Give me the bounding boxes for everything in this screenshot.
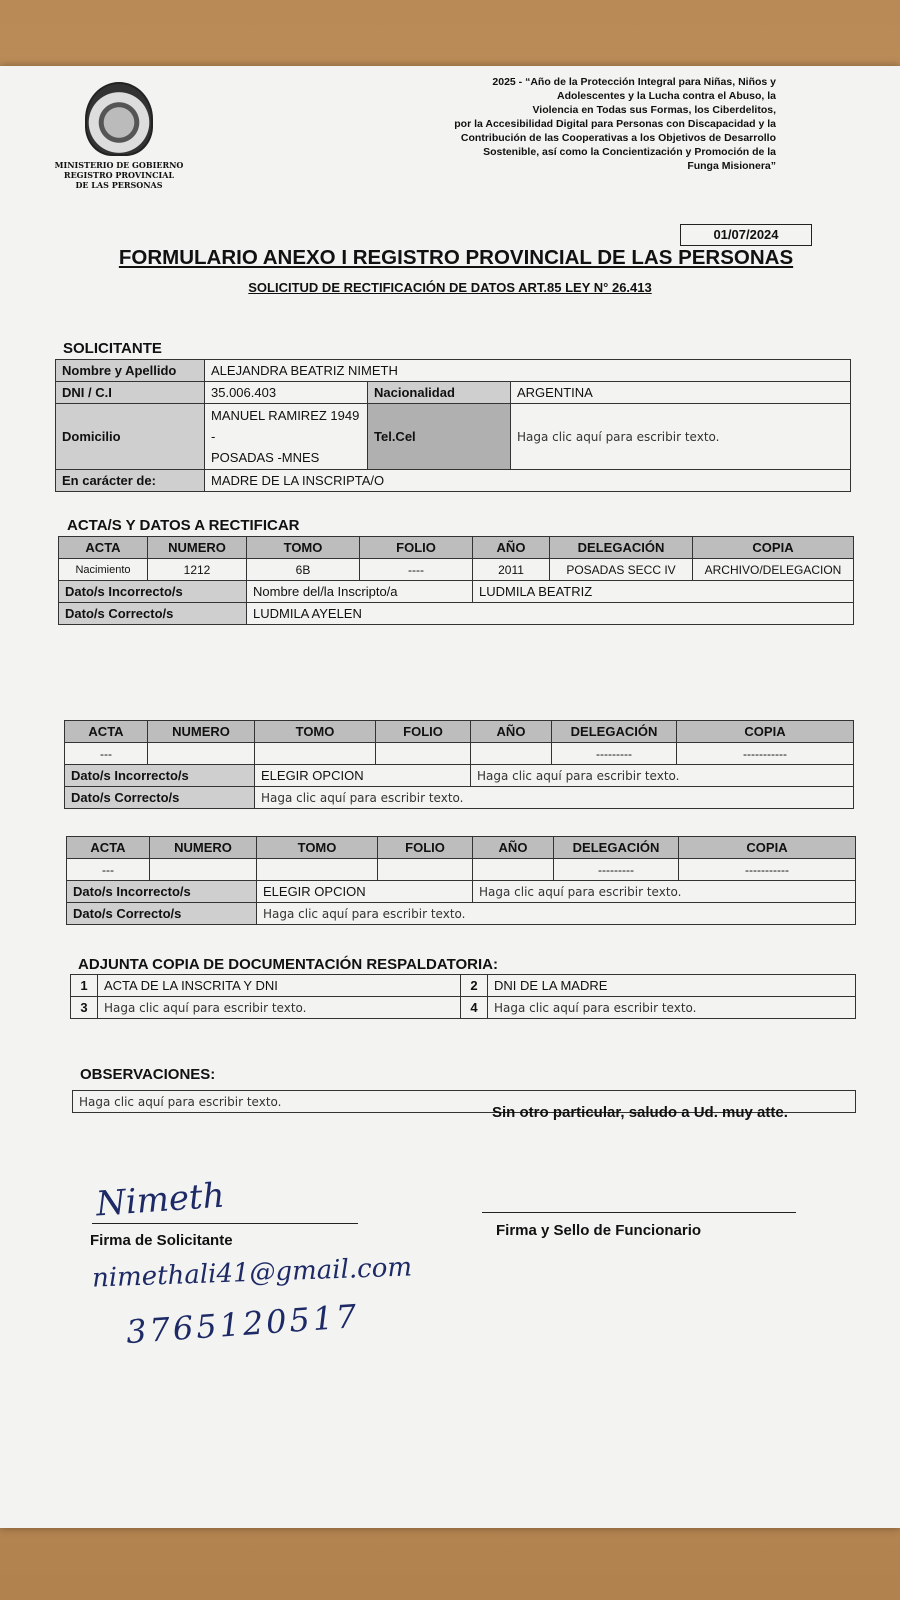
firma-funcionario-label: Firma y Sello de Funcionario (496, 1222, 702, 1239)
correct-value-field[interactable]: Haga clic aquí para escribir texto. (255, 787, 854, 809)
hdr-folio: FOLIO (360, 537, 473, 559)
ministry-logo (54, 82, 184, 190)
domicilio-field[interactable] (205, 404, 368, 470)
acta-block-3 (66, 836, 856, 925)
caracter-field[interactable]: MADRE DE LA INSCRIPTA/O (205, 470, 851, 492)
hdr-folio: FOLIO (376, 721, 471, 743)
motto-line: por la Accesibilidad Digital para Personas con Discapacidad y la (454, 118, 776, 130)
dni-label: DNI / C.I (56, 382, 205, 404)
copia-cell[interactable]: ----------- (677, 743, 854, 765)
form-subtitle: SOLICITUD DE RECTIFICACIÓN DE DATOS ART.85 LEY N° 26.413 (248, 280, 652, 295)
hdr-copia: COPIA (677, 721, 854, 743)
correct-label: Dato/s Correcto/s (59, 603, 247, 625)
org-line-2: REGISTRO PROVINCIAL (63, 170, 175, 180)
domicilio-label: Domicilio (56, 404, 205, 470)
tomo-cell[interactable]: 6B (247, 559, 360, 581)
adjunta-number: 4 (461, 997, 488, 1019)
folio-cell[interactable] (378, 859, 473, 881)
solicitante-table (55, 359, 851, 492)
incorrect-label: Dato/s Incorrecto/s (59, 581, 247, 603)
incorrect-value-field[interactable]: Haga clic aquí para escribir texto. (473, 881, 856, 903)
numero-cell[interactable]: 1212 (148, 559, 247, 581)
funcionario-signature-line (482, 1212, 796, 1213)
hdr-anio: AÑO (471, 721, 552, 743)
hdr-tomo: TOMO (257, 837, 378, 859)
tel-field[interactable]: Haga clic aquí para escribir texto. (511, 404, 851, 470)
hdr-acta: ACTA (59, 537, 148, 559)
hdr-tomo: TOMO (255, 721, 376, 743)
correct-value-field[interactable]: Haga clic aquí para escribir texto. (257, 903, 856, 925)
nombre-label: Nombre y Apellido (56, 360, 205, 382)
adjunta-number: 1 (71, 975, 98, 997)
delegacion-cell[interactable]: --------- (554, 859, 679, 881)
hdr-folio: FOLIO (378, 837, 473, 859)
incorrect-label: Dato/s Incorrecto/s (67, 881, 257, 903)
motto-line: Contribución de las Cooperativas a los Objetivos de Desarrollo (460, 132, 776, 144)
delegacion-cell[interactable]: POSADAS SECC IV (550, 559, 693, 581)
copia-cell[interactable]: ----------- (679, 859, 856, 881)
adjunta-number: 3 (71, 997, 98, 1019)
handwritten-email: nimethali41@gmail.com (91, 1252, 413, 1294)
caracter-label: En carácter de: (56, 470, 205, 492)
hdr-delegacion: DELEGACIÓN (550, 537, 693, 559)
anio-cell[interactable]: 2011 (473, 559, 550, 581)
tel-label: Tel.Cel (368, 404, 511, 470)
incorrect-field-select[interactable]: Nombre del/la Inscripto/a (247, 581, 473, 603)
numero-cell[interactable] (150, 859, 257, 881)
acta-cell[interactable]: --- (67, 859, 150, 881)
hdr-numero: NUMERO (150, 837, 257, 859)
dni-field[interactable]: 35.006.403 (205, 382, 368, 404)
adjunta-item-3[interactable]: Haga clic aquí para escribir texto. (98, 997, 461, 1019)
form-title: FORMULARIO ANEXO I REGISTRO PROVINCIAL DE LAS PERSONAS (118, 246, 794, 269)
hdr-copia: COPIA (693, 537, 854, 559)
nombre-field[interactable]: ALEJANDRA BEATRIZ NIMETH (205, 360, 851, 382)
adjunta-number: 2 (461, 975, 488, 997)
hdr-acta: ACTA (65, 721, 148, 743)
domicilio-line-2: POSADAS -MNES (211, 450, 320, 465)
observaciones-heading: OBSERVACIONES: (80, 1066, 216, 1083)
motto-line: Violencia en Todas sus Formas, los Ciberdelitos, (532, 104, 776, 116)
anio-cell[interactable] (471, 743, 552, 765)
adjunta-table (70, 974, 856, 1019)
acta-block-1 (58, 536, 854, 625)
copia-cell[interactable]: ARCHIVO/DELEGACION (693, 559, 854, 581)
solicitante-signature-line (92, 1223, 358, 1224)
hdr-tomo: TOMO (247, 537, 360, 559)
correct-label: Dato/s Correcto/s (65, 787, 255, 809)
handwritten-phone: 3765120517 (124, 1296, 361, 1352)
motto-line: 2025 - “Año de la Protección Integral para Niñas, Niños y (492, 76, 776, 88)
folio-cell[interactable]: ---- (360, 559, 473, 581)
acta-cell[interactable]: --- (65, 743, 148, 765)
numero-cell[interactable] (148, 743, 255, 765)
tomo-cell[interactable] (255, 743, 376, 765)
incorrect-field-select[interactable]: ELEGIR OPCION (257, 881, 473, 903)
adjunta-item-2[interactable]: DNI DE LA MADRE (488, 975, 856, 997)
delegacion-cell[interactable]: --------- (552, 743, 677, 765)
hdr-delegacion: DELEGACIÓN (554, 837, 679, 859)
motto-line: Sostenible, así como la Concientización y Promoción de la (483, 146, 776, 158)
org-line-1: MINISTERIO DE GOBIERNO (54, 160, 184, 170)
provincial-seal-icon (85, 82, 153, 156)
firma-solicitante-label: Firma de Solicitante (90, 1232, 233, 1249)
hdr-copia: COPIA (679, 837, 856, 859)
org-line-3: DE LAS PERSONAS (75, 180, 163, 190)
adjunta-item-4[interactable]: Haga clic aquí para escribir texto. (488, 997, 856, 1019)
incorrect-label: Dato/s Incorrecto/s (65, 765, 255, 787)
hdr-numero: NUMERO (148, 537, 247, 559)
handwritten-signature: Nimeth (94, 1175, 226, 1225)
hdr-acta: ACTA (67, 837, 150, 859)
hdr-delegacion: DELEGACIÓN (552, 721, 677, 743)
folio-cell[interactable] (376, 743, 471, 765)
tomo-cell[interactable] (257, 859, 378, 881)
incorrect-value-field[interactable]: Haga clic aquí para escribir texto. (471, 765, 854, 787)
hdr-numero: NUMERO (148, 721, 255, 743)
closing-text: Sin otro particular, saludo a Ud. muy atte. (492, 1104, 788, 1121)
incorrect-field-select[interactable]: ELEGIR OPCION (255, 765, 471, 787)
year-motto (346, 75, 776, 173)
anio-cell[interactable] (473, 859, 554, 881)
date-box: 01/07/2024 (680, 224, 812, 246)
incorrect-value-field[interactable]: LUDMILA BEATRIZ (473, 581, 854, 603)
motto-line: Funga Misionera” (687, 160, 776, 172)
correct-value-field[interactable]: LUDMILA AYELEN (247, 603, 854, 625)
domicilio-line-1: MANUEL RAMIREZ 1949 - (211, 408, 360, 444)
observaciones-field[interactable]: Haga clic aquí para escribir texto. (73, 1091, 856, 1113)
correct-label: Dato/s Correcto/s (67, 903, 257, 925)
solicitante-heading: SOLICITANTE (63, 340, 162, 357)
actas-heading: ACTA/S Y DATOS A RECTIFICAR (67, 517, 300, 534)
nacionalidad-label: Nacionalidad (368, 382, 511, 404)
adjunta-item-1[interactable]: ACTA DE LA INSCRITA Y DNI (98, 975, 461, 997)
hdr-anio: AÑO (473, 537, 550, 559)
acta-cell[interactable]: Nacimiento (59, 559, 148, 581)
hdr-anio: AÑO (473, 837, 554, 859)
motto-line: Adolescentes y la Lucha contra el Abuso, la (556, 90, 776, 102)
acta-block-2 (64, 720, 854, 809)
nacionalidad-field[interactable]: ARGENTINA (511, 382, 851, 404)
adjunta-heading: ADJUNTA COPIA DE DOCUMENTACIÓN RESPALDATORIA: (78, 956, 498, 973)
